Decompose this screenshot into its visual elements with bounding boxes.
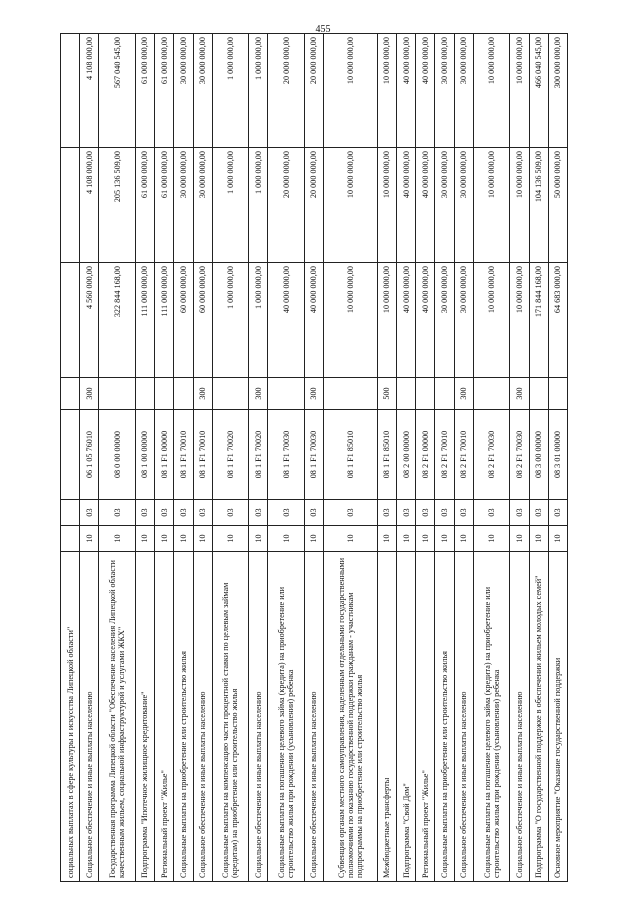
cell-target-article xyxy=(61,410,80,500)
cell-amount-3: 40 000 000,00 xyxy=(416,34,435,148)
cell-subsection: 03 xyxy=(397,500,416,526)
cell-amount-1: 171 844 168,00 xyxy=(529,263,548,378)
cell-name: Субвенции органам местного самоуправления, наделенным отдельными государственными полномочиями по оказанию государственной поддержки гражданам - участникам подпрограммы на приобретение или строительство жилья xyxy=(324,552,378,882)
cell-amount-3: 1 000 000,00 xyxy=(249,34,268,148)
cell-section xyxy=(61,526,80,552)
table-row xyxy=(324,34,378,882)
cell-expense-type: 300 xyxy=(510,378,529,410)
table-body xyxy=(61,34,568,882)
cell-subsection: 03 xyxy=(80,500,99,526)
cell-target-article: 08 1 F1 00000 xyxy=(155,410,174,500)
cell-subsection: 03 xyxy=(416,500,435,526)
cell-section: 10 xyxy=(304,526,323,552)
cell-amount-3: 20 000 000,00 xyxy=(268,34,304,148)
cell-amount-3: 30 000 000,00 xyxy=(435,34,454,148)
cell-name: Социальные выплаты на погашение целевого займа (кредита) на приобретение или строительство жилья при рождении (усыновлении) ребенка xyxy=(473,552,509,882)
cell-expense-type xyxy=(212,378,248,410)
cell-amount-1: 40 000 000,00 xyxy=(397,263,416,378)
table-row xyxy=(174,34,193,882)
cell-amount-2: 61 000 000,00 xyxy=(135,148,154,263)
cell-target-article: 08 1 F1 70030 xyxy=(304,410,323,500)
cell-amount-2: 104 136 509,00 xyxy=(529,148,548,263)
cell-target-article: 08 1 F1 70010 xyxy=(193,410,212,500)
cell-amount-2: 1 000 000,00 xyxy=(212,148,248,263)
cell-amount-1: 64 683 000,00 xyxy=(548,263,567,378)
cell-amount-2: 20 000 000,00 xyxy=(304,148,323,263)
table-row xyxy=(155,34,174,882)
page-number: 455 xyxy=(315,24,331,35)
cell-amount-2: 30 000 000,00 xyxy=(454,148,473,263)
table-row xyxy=(193,34,212,882)
cell-section: 10 xyxy=(324,526,378,552)
cell-amount-2: 61 000 000,00 xyxy=(155,148,174,263)
cell-section: 10 xyxy=(155,526,174,552)
cell-amount-2: 30 000 000,00 xyxy=(193,148,212,263)
cell-amount-1: 60 000 000,00 xyxy=(193,263,212,378)
cell-subsection: 03 xyxy=(249,500,268,526)
cell-expense-type: 300 xyxy=(249,378,268,410)
table-row xyxy=(80,34,99,882)
table-row xyxy=(473,34,509,882)
cell-subsection: 03 xyxy=(377,500,396,526)
cell-amount-2: 10 000 000,00 xyxy=(510,148,529,263)
cell-section: 10 xyxy=(473,526,509,552)
cell-subsection: 03 xyxy=(212,500,248,526)
table-row xyxy=(268,34,304,882)
cell-expense-type xyxy=(174,378,193,410)
table-row xyxy=(99,34,135,882)
cell-section: 10 xyxy=(397,526,416,552)
cell-name: Социальное обеспечение и иные выплаты населению xyxy=(193,552,212,882)
cell-amount-3: 40 000 000,00 xyxy=(397,34,416,148)
cell-amount-3: 1 000 000,00 xyxy=(212,34,248,148)
cell-expense-type xyxy=(473,378,509,410)
cell-target-article: 08 1 F1 70010 xyxy=(174,410,193,500)
cell-name: Подпрограмма "Ипотечное жилищное кредитование" xyxy=(135,552,154,882)
cell-subsection: 03 xyxy=(193,500,212,526)
cell-amount-1: 30 000 000,00 xyxy=(454,263,473,378)
cell-section: 10 xyxy=(212,526,248,552)
cell-amount-1: 40 000 000,00 xyxy=(268,263,304,378)
cell-name: Подпрограмма "Свой Дом" xyxy=(397,552,416,882)
cell-amount-2: 50 000 000,00 xyxy=(548,148,567,263)
table-row xyxy=(249,34,268,882)
cell-expense-type: 300 xyxy=(193,378,212,410)
cell-subsection: 03 xyxy=(99,500,135,526)
cell-name: Социальное обеспечение и иные выплаты населению xyxy=(80,552,99,882)
cell-amount-2: 40 000 000,00 xyxy=(416,148,435,263)
cell-name: Социальные выплаты на приобретение или строительство жилья xyxy=(435,552,454,882)
cell-section: 10 xyxy=(249,526,268,552)
cell-section: 10 xyxy=(99,526,135,552)
cell-target-article: 08 2 F1 70030 xyxy=(510,410,529,500)
cell-subsection: 03 xyxy=(174,500,193,526)
cell-subsection: 03 xyxy=(454,500,473,526)
cell-amount-1: 111 000 000,00 xyxy=(135,263,154,378)
table-row xyxy=(416,34,435,882)
table-row xyxy=(304,34,323,882)
cell-amount-3: 30 000 000,00 xyxy=(174,34,193,148)
cell-amount-3: 30 000 000,00 xyxy=(193,34,212,148)
cell-expense-type xyxy=(268,378,304,410)
cell-section: 10 xyxy=(80,526,99,552)
cell-target-article: 08 1 F1 70030 xyxy=(268,410,304,500)
cell-amount-3: 10 000 000,00 xyxy=(510,34,529,148)
cell-target-article: 08 1 00 00000 xyxy=(135,410,154,500)
cell-target-article: 08 2 F1 00000 xyxy=(416,410,435,500)
cell-amount-2: 4 108 000,00 xyxy=(80,148,99,263)
cell-amount-1: 10 000 000,00 xyxy=(324,263,378,378)
table-row xyxy=(529,34,548,882)
cell-amount-1: 10 000 000,00 xyxy=(377,263,396,378)
cell-subsection xyxy=(61,500,80,526)
cell-section: 10 xyxy=(377,526,396,552)
table-row xyxy=(135,34,154,882)
rotated-table-container xyxy=(60,34,568,882)
cell-expense-type xyxy=(529,378,548,410)
cell-amount-1 xyxy=(61,263,80,378)
cell-name: Социальное обеспечение и иные выплаты населению xyxy=(454,552,473,882)
cell-amount-3: 567 040 545,00 xyxy=(99,34,135,148)
cell-amount-1: 111 000 000,00 xyxy=(155,263,174,378)
cell-expense-type xyxy=(324,378,378,410)
cell-target-article: 08 1 F1 85010 xyxy=(324,410,378,500)
cell-subsection: 03 xyxy=(435,500,454,526)
cell-amount-1: 30 000 000,00 xyxy=(435,263,454,378)
cell-amount-3: 61 000 000,00 xyxy=(155,34,174,148)
cell-amount-3: 10 000 000,00 xyxy=(473,34,509,148)
cell-subsection: 03 xyxy=(324,500,378,526)
cell-subsection: 03 xyxy=(529,500,548,526)
cell-target-article: 08 2 F1 70030 xyxy=(473,410,509,500)
cell-name: Социальное обеспечение и иные выплаты населению xyxy=(249,552,268,882)
cell-name: Социальные выплаты на погашение целевого займа (кредита) на приобретение или строительство жилья при рождении (усыновлении) ребенка xyxy=(268,552,304,882)
cell-amount-1: 10 000 000,00 xyxy=(510,263,529,378)
table-row xyxy=(454,34,473,882)
rotated-page-area xyxy=(60,34,568,882)
cell-expense-type xyxy=(155,378,174,410)
cell-section: 10 xyxy=(193,526,212,552)
cell-expense-type xyxy=(397,378,416,410)
cell-expense-type xyxy=(135,378,154,410)
cell-name: Межбюджетные трансферты xyxy=(377,552,396,882)
cell-name: Социальное обеспечение и иные выплаты населению xyxy=(510,552,529,882)
cell-amount-2: 30 000 000,00 xyxy=(435,148,454,263)
cell-amount-2: 10 000 000,00 xyxy=(377,148,396,263)
cell-name: Государственная программа Липецкой области "Обеспечение населения Липецкой области качественным жильем, социальной инфраструктурой и услугами ЖКХ" xyxy=(99,552,135,882)
table-row xyxy=(61,34,80,882)
cell-amount-1: 40 000 000,00 xyxy=(416,263,435,378)
cell-section: 10 xyxy=(454,526,473,552)
cell-amount-2 xyxy=(61,148,80,263)
cell-amount-3: 300 000 000,00 xyxy=(548,34,567,148)
cell-section: 10 xyxy=(174,526,193,552)
cell-name: Социальное обеспечение и иные выплаты населению xyxy=(304,552,323,882)
cell-name: социальных выплатах в сфере культуры и искусства Липецкой области" xyxy=(61,552,80,882)
cell-amount-2: 1 000 000,00 xyxy=(249,148,268,263)
cell-amount-1: 1 000 000,00 xyxy=(249,263,268,378)
table-row xyxy=(548,34,567,882)
table-row xyxy=(397,34,416,882)
cell-amount-2: 205 136 509,00 xyxy=(99,148,135,263)
cell-amount-1: 4 560 000,00 xyxy=(80,263,99,378)
cell-section: 10 xyxy=(510,526,529,552)
cell-expense-type: 300 xyxy=(454,378,473,410)
cell-target-article: 08 2 F1 70010 xyxy=(454,410,473,500)
cell-target-article: 08 0 00 00000 xyxy=(99,410,135,500)
cell-name: Основное мероприятие "Оказание государственной поддержки xyxy=(548,552,567,882)
cell-amount-2: 10 000 000,00 xyxy=(324,148,378,263)
cell-target-article: 08 2 F1 70010 xyxy=(435,410,454,500)
cell-target-article: 08 3 00 00000 xyxy=(529,410,548,500)
cell-amount-1: 60 000 000,00 xyxy=(174,263,193,378)
cell-expense-type xyxy=(61,378,80,410)
cell-target-article: 08 1 F1 70020 xyxy=(249,410,268,500)
cell-amount-2: 10 000 000,00 xyxy=(473,148,509,263)
cell-subsection: 03 xyxy=(155,500,174,526)
cell-amount-3: 30 000 000,00 xyxy=(454,34,473,148)
cell-subsection: 03 xyxy=(473,500,509,526)
cell-name: Региональный проект "Жилье" xyxy=(416,552,435,882)
cell-amount-3: 4 108 000,00 xyxy=(80,34,99,148)
cell-target-article: 08 3 01 00000 xyxy=(548,410,567,500)
cell-section: 10 xyxy=(416,526,435,552)
cell-section: 10 xyxy=(529,526,548,552)
cell-expense-type xyxy=(99,378,135,410)
cell-amount-2: 30 000 000,00 xyxy=(174,148,193,263)
cell-target-article: 06 1 05 76010 xyxy=(80,410,99,500)
cell-section: 10 xyxy=(135,526,154,552)
table-row xyxy=(435,34,454,882)
cell-name: Социальные выплаты на приобретение или строительство жилья xyxy=(174,552,193,882)
cell-section: 10 xyxy=(548,526,567,552)
cell-amount-1: 1 000 000,00 xyxy=(212,263,248,378)
cell-subsection: 03 xyxy=(548,500,567,526)
cell-expense-type: 500 xyxy=(377,378,396,410)
table-row xyxy=(510,34,529,882)
cell-target-article: 08 1 F1 85010 xyxy=(377,410,396,500)
cell-subsection: 03 xyxy=(304,500,323,526)
cell-name: Региональный проект "Жилье" xyxy=(155,552,174,882)
table-row xyxy=(377,34,396,882)
cell-amount-2: 40 000 000,00 xyxy=(397,148,416,263)
cell-amount-3: 10 000 000,00 xyxy=(324,34,378,148)
cell-amount-3: 466 040 545,00 xyxy=(529,34,548,148)
cell-subsection: 03 xyxy=(268,500,304,526)
table-row xyxy=(212,34,248,882)
cell-expense-type xyxy=(435,378,454,410)
cell-expense-type xyxy=(548,378,567,410)
cell-amount-1: 10 000 000,00 xyxy=(473,263,509,378)
cell-subsection: 03 xyxy=(135,500,154,526)
cell-amount-3: 20 000 000,00 xyxy=(304,34,323,148)
cell-section: 10 xyxy=(435,526,454,552)
cell-target-article: 08 1 F1 70020 xyxy=(212,410,248,500)
cell-amount-1: 40 000 000,00 xyxy=(304,263,323,378)
cell-name: Подпрограмма "О государственной поддержке в обеспечении жильем молодых семей" xyxy=(529,552,548,882)
cell-name: Социальные выплаты на компенсацию части процентной ставки по целевым займам (кредитам) на приобретение или строительство жилья xyxy=(212,552,248,882)
cell-amount-3: 61 000 000,00 xyxy=(135,34,154,148)
cell-amount-2: 20 000 000,00 xyxy=(268,148,304,263)
cell-amount-3: 10 000 000,00 xyxy=(377,34,396,148)
budget-table xyxy=(60,33,568,882)
cell-subsection: 03 xyxy=(510,500,529,526)
cell-expense-type xyxy=(416,378,435,410)
cell-amount-1: 322 844 168,00 xyxy=(99,263,135,378)
cell-target-article: 08 2 00 00000 xyxy=(397,410,416,500)
cell-section: 10 xyxy=(268,526,304,552)
cell-expense-type: 300 xyxy=(304,378,323,410)
cell-expense-type: 300 xyxy=(80,378,99,410)
cell-amount-3 xyxy=(61,34,80,148)
